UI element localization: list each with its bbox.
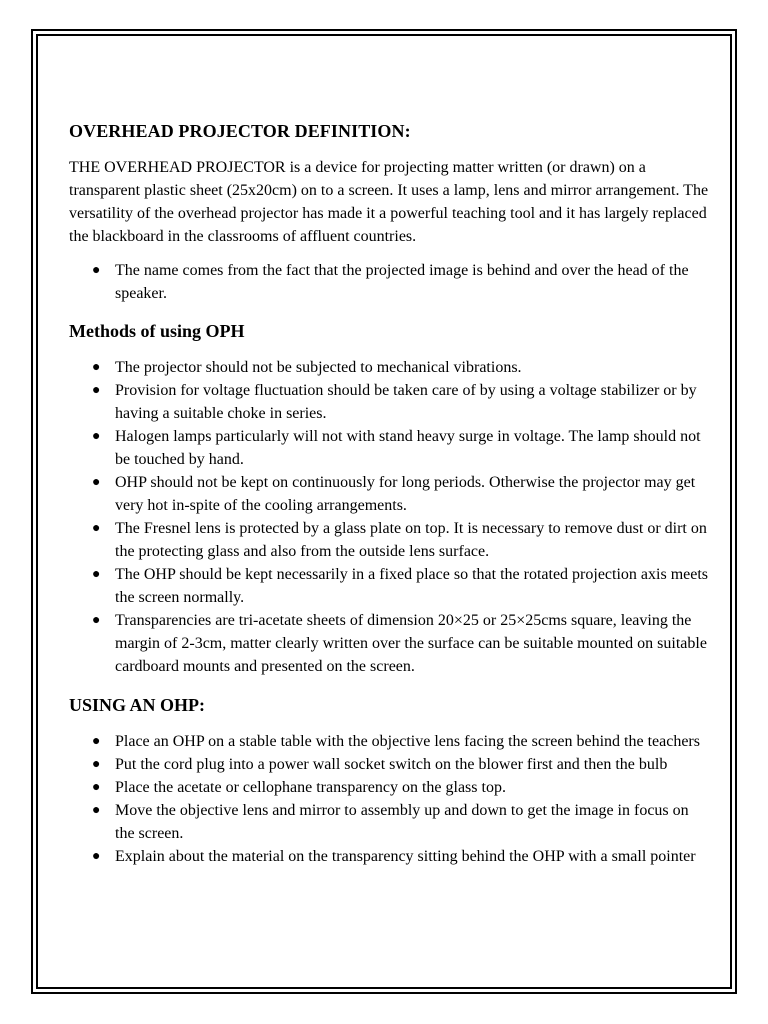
list-item-text: Put the cord plug into a power wall socket switch on the blower first and then the bulb — [115, 756, 668, 773]
bullet-icon: ● — [92, 849, 101, 864]
bullet-icon: ● — [92, 780, 101, 795]
bullet-icon: ● — [92, 521, 101, 536]
list-item — [69, 471, 709, 517]
list-item — [69, 799, 709, 845]
list-item — [69, 259, 709, 305]
list-item — [69, 425, 709, 471]
list-item-text: Place the acetate or cellophane transparency on the glass top. — [115, 779, 506, 796]
methods-bullet-list — [69, 356, 709, 678]
using-bullet-list — [69, 730, 709, 868]
bullet-icon: ● — [92, 360, 101, 375]
list-item — [69, 563, 709, 609]
list-item-text: OHP should not be kept on continuously for long periods. Otherwise the projector may get very hot in-spite of the cooling arrangements. — [115, 474, 696, 514]
list-item-text: The name comes from the fact that the projected image is behind and over the head of the speaker. — [115, 262, 689, 302]
list-item — [69, 776, 709, 799]
list-item-text: Explain about the material on the transparency sitting behind the OHP with a small pointer — [115, 848, 696, 865]
definition-paragraph: THE OVERHEAD PROJECTOR is a device for projecting matter written (or drawn) on a transparent plastic sheet (25x20cm) on to a screen. It uses a lamp, lens and mirror arrangement. The versatility of the overhead projector has made it a powerful teaching tool and it has largely replaced the blackboard in the classrooms of affluent countries. — [69, 159, 709, 245]
list-item-text: Place an OHP on a stable table with the objective lens facing the screen behind the teachers — [115, 733, 700, 750]
bullet-icon: ● — [92, 263, 101, 278]
definition-heading: OVERHEAD PROJECTOR DEFINITION: — [69, 121, 411, 141]
bullet-icon: ● — [92, 757, 101, 772]
list-item — [69, 753, 709, 776]
list-item — [69, 356, 709, 379]
list-item-text: The Fresnel lens is protected by a glass plate on top. It is necessary to remove dust or dirt on the protecting glass and also from the outside lens surface. — [115, 520, 707, 560]
list-item — [69, 730, 709, 753]
list-item — [69, 845, 709, 868]
list-item-text: The projector should not be subjected to mechanical vibrations. — [115, 359, 522, 376]
bullet-icon: ● — [92, 803, 101, 818]
bullet-icon: ● — [92, 734, 101, 749]
using-ohp-heading: USING AN OHP: — [69, 695, 206, 715]
methods-heading: Methods of using OPH — [69, 321, 245, 341]
document-body — [69, 118, 709, 880]
bullet-icon: ● — [92, 613, 101, 628]
intro-bullet-list — [69, 259, 709, 305]
list-item — [69, 379, 709, 425]
bullet-icon: ● — [92, 383, 101, 398]
bullet-icon: ● — [92, 475, 101, 490]
list-item — [69, 609, 709, 678]
list-item — [69, 517, 709, 563]
list-item-text: Move the objective lens and mirror to assembly up and down to get the image in focus on the screen. — [115, 802, 689, 842]
list-item-text: Transparencies are tri-acetate sheets of dimension 20×25 or 25×25cms square, leaving the margin of 2-3cm, matter clearly written over the surface can be suitable mounted on suitable cardboard mounts and presented on the screen. — [115, 612, 707, 675]
list-item-text: Provision for voltage fluctuation should be taken care of by using a voltage stabilizer or by having a suitable choke in series. — [115, 382, 697, 422]
list-item-text: The OHP should be kept necessarily in a fixed place so that the rotated projection axis meets the screen normally. — [115, 566, 709, 606]
list-item-text: Halogen lamps particularly will not with stand heavy surge in voltage. The lamp should not be touched by hand. — [115, 428, 701, 468]
bullet-icon: ● — [92, 429, 101, 444]
bullet-icon: ● — [92, 567, 101, 582]
